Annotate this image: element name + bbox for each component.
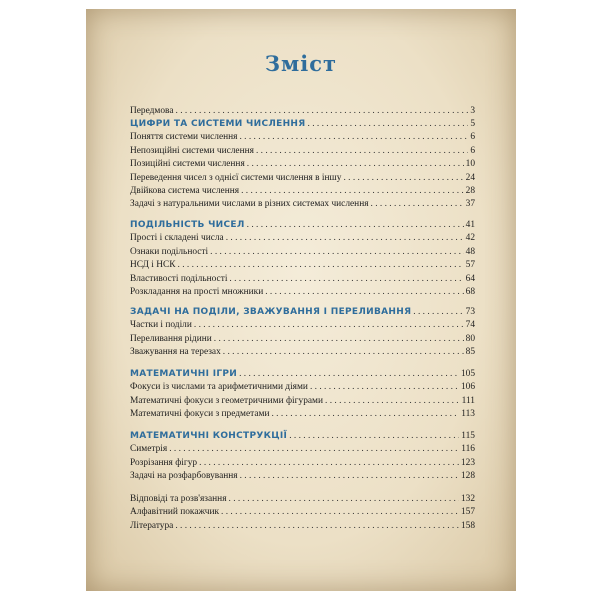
toc-entry-title: Задачі на розфарбовування [130,471,238,482]
toc-entry-page: 57 [465,260,475,271]
toc-dot-leader [240,470,459,483]
toc-entry-page: 123 [460,457,475,468]
toc-entry-title: Ознаки подільності [130,246,209,257]
toc-dot-leader [256,145,468,158]
toc-section-appendix [130,493,475,533]
toc-entry-title: Частки і поділи [130,320,192,331]
toc-dot-leader [247,219,464,232]
toc-entry-page: 116 [461,444,475,455]
toc-entry-page: 157 [460,507,475,518]
toc-dot-leader [265,286,463,299]
toc-section-dividing-weighing [130,306,475,360]
toc-entry [130,185,475,198]
toc-entry-title: Непозиційні системи числення [130,145,254,156]
toc-entry-title: Передмова [130,106,174,116]
toc-entry-title: Розкладання на прості множники [130,286,264,297]
toc-dot-leader [199,457,459,470]
book-page [86,9,516,591]
toc-dot-leader [194,319,464,332]
toc-entry-page: 73 [465,307,475,317]
toc-entry-title: Фокуси із числами та арифметичними діями [130,382,308,393]
toc-entry-page: 132 [460,494,475,504]
toc-entry-title: Прості і складені числа [130,233,224,244]
toc-entry-page: 64 [465,273,475,284]
toc-dot-leader [308,118,469,131]
toc-entry-title: Переливання рідини [130,333,212,344]
toc-entry-title: Поняття системи числення [130,132,238,143]
toc-entry [130,395,475,408]
toc-entry [130,443,475,456]
toc-entry [130,198,475,211]
toc-entry-page: 105 [460,369,475,379]
toc-entry-page: 106 [460,382,475,393]
toc-entry [130,333,475,346]
toc-entry-page: 5 [470,119,475,129]
toc-entry-page: 24 [465,172,475,183]
toc-dot-leader [239,368,459,381]
toc-entry-title: Зважування на терезах [130,347,221,358]
toc-dot-leader [325,395,460,408]
toc-entry-title: Алфавітний покажчик [130,507,220,518]
toc-entry-title: Література [130,520,174,531]
toc-dot-leader [226,232,464,245]
toc-entry-page: 111 [461,395,475,406]
toc-entry [130,232,475,245]
toc-dot-leader [247,158,464,171]
toc-dot-leader [413,306,463,319]
toc-entry [130,172,475,185]
toc-entry [130,158,475,171]
toc-dot-leader [371,198,464,211]
toc-dot-leader [241,185,464,198]
toc-dot-leader [223,346,464,359]
toc-entry [130,408,475,421]
toc-dot-leader [310,381,459,394]
toc-section-divisibility [130,219,475,299]
toc-heading [130,306,475,319]
toc-dot-leader [175,520,459,533]
toc-entry-title: Двійкова система числення [130,185,240,196]
toc-entry-title: Відповіді та розв'язання [130,494,227,504]
toc-entry [130,346,475,359]
toc-entry-title: Математичні фокуси з геометричними фігурами [130,395,323,406]
page-title: Зміст [264,51,338,76]
toc-dot-leader [176,105,469,118]
toc-entry [130,470,475,483]
toc-entry-title: Задачі з натуральними числами в різних системах числення [130,199,369,210]
toc-entry-title: Властивості подільності [130,273,228,284]
toc-entry-page: 85 [465,347,475,358]
toc-entry-title: Симетрія [130,444,168,455]
toc-entry-page: 6 [470,145,475,156]
toc-dot-leader [271,408,459,421]
toc-heading-title: МАТЕМАТИЧНІ КОНСТРУКЦІЇ [130,431,288,441]
toc-dot-leader [178,259,464,272]
toc-entry-title: Позиційні системи числення [130,159,245,170]
toc-entry-page: 48 [465,246,475,257]
toc-heading [130,368,475,381]
toc-entry-page: 158 [460,520,475,531]
toc-dot-leader [239,131,468,144]
toc-entry [130,319,475,332]
toc-entry-page: 42 [465,233,475,244]
toc-heading-title: ЗАДАЧІ НА ПОДІЛИ, ЗВАЖУВАННЯ І ПЕРЕЛИВАННЯ [130,307,412,317]
toc-dot-leader [229,273,463,286]
toc-entry [130,131,475,144]
toc-section-math-constructions [130,430,475,484]
toc-dot-leader [221,506,459,519]
toc-entry-page: 10 [465,159,475,170]
toc-entry-page: 74 [465,320,475,331]
toc-entry-page: 115 [461,431,475,441]
toc-heading [130,219,475,232]
toc-entry [130,105,475,118]
toc-entry [130,520,475,533]
toc-heading [130,430,475,443]
toc-entry [130,259,475,272]
toc-entry-page: 3 [470,106,475,116]
toc-section-math-games [130,368,475,422]
toc-entry [130,145,475,158]
toc-entry-title: НСД і НСК [130,260,176,271]
toc-entry-page: 37 [465,199,475,210]
toc-entry [130,273,475,286]
toc-heading [130,118,475,131]
toc-entry-page: 6 [470,132,475,143]
toc-section-number-systems [130,118,475,212]
toc-entry-page: 68 [465,286,475,297]
toc-heading-title: ЦИФРИ ТА СИСТЕМИ ЧИСЛЕННЯ [130,119,306,129]
toc-entry [130,381,475,394]
toc-entry [130,246,475,259]
toc-entry-page: 128 [460,471,475,482]
toc-entry-page: 28 [465,185,475,196]
toc-entry [130,493,475,506]
toc-dot-leader [214,333,464,346]
toc-entry-title: Розрізання фігур [130,457,198,468]
toc-entry [130,506,475,519]
toc-dot-leader [169,443,459,456]
toc-entry-title: Переведення чисел з однієї системи числення в іншу [130,172,342,183]
toc-section-intro [130,105,475,118]
toc-heading-title: ПОДІЛЬНІСТЬ ЧИСЕЛ [130,220,245,230]
toc-entry-page: 113 [461,409,475,420]
toc-dot-leader [229,493,459,506]
toc-dot-leader [343,172,463,185]
toc-entry-title: Математичні фокуси з предметами [130,409,270,420]
toc-heading-title: МАТЕМАТИЧНІ ІГРИ [130,369,238,379]
toc-entry-page: 80 [465,333,475,344]
toc-dot-leader [289,430,459,443]
toc-dot-leader [210,246,463,259]
toc-entry [130,286,475,299]
toc-entry [130,457,475,470]
toc-entry-page: 41 [465,220,475,230]
